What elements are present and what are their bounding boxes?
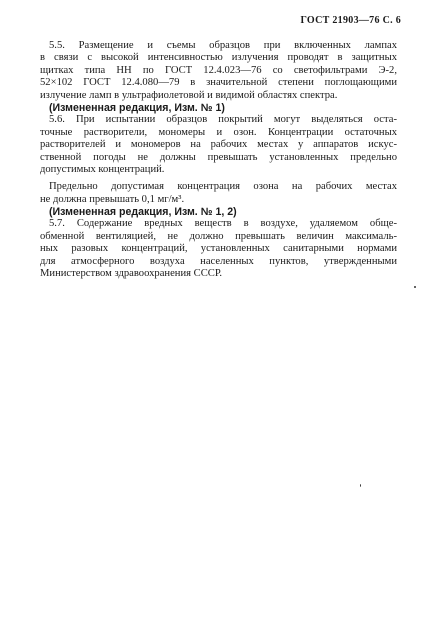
text-line: обменной вентиляцией, не должно превышать величин максималь- <box>40 230 397 242</box>
text-line: допустимых концентраций. <box>40 163 165 175</box>
text-line: излучение ламп в ультрафиолетовой и видимой областях спектра. <box>40 89 338 101</box>
scan-speck <box>360 484 361 487</box>
edition-note-1: (Измененная редакция, Изм. № 1) <box>49 101 225 114</box>
text-line: для атмосферного воздуха населенных пунктов, утвержденными <box>40 255 397 267</box>
text-line: растворителей и мономеров на рабочих местах у аппаратов искус- <box>40 139 397 151</box>
text-line: 5.6. При испытании образцов покрытий могут выделяться оста- <box>49 114 397 126</box>
text-line: 5.7. Содержание вредных веществ в воздухе, удаляемом обще- <box>49 218 397 230</box>
paragraph-5-5 <box>40 40 397 102</box>
text-line: в связи с высокой интенсивностью излучения проводят в защитных <box>40 52 397 64</box>
text-line: 52×102 ГОСТ 12.4.080—79 в значительной степени поглощающими <box>40 77 397 89</box>
edition-note-2: (Измененная редакция, Изм. № 1, 2) <box>49 206 237 219</box>
running-head: ГОСТ 21903—76 С. 6 <box>300 15 401 26</box>
document-body <box>40 40 397 280</box>
paragraph-ozone <box>40 181 397 206</box>
text-line: ных разовых концентраций, установленных санитарными нормами <box>40 243 397 255</box>
text-line: не должна превышать 0,1 мг/м³. <box>40 193 185 205</box>
text-line: щитках типа НН по ГОСТ 12.4.023—76 со светофильтрами Э-2, <box>40 64 397 76</box>
text-line: 5.5. Размещение и съемы образцов при включенных лампах <box>49 40 397 51</box>
paragraph-5-6 <box>40 114 397 176</box>
text-line: Предельно допустимая концентрация озона на рабочих местах <box>49 181 397 193</box>
text-line: ственной погоды не должны превышать установленных предельно <box>40 151 397 163</box>
scan-speck <box>414 286 416 288</box>
text-line: точные растворители, мономеры и озон. Концентрации остаточных <box>40 126 397 138</box>
text-line: Министерством здравоохранения СССР. <box>40 268 223 280</box>
paragraph-5-7 <box>40 218 397 280</box>
